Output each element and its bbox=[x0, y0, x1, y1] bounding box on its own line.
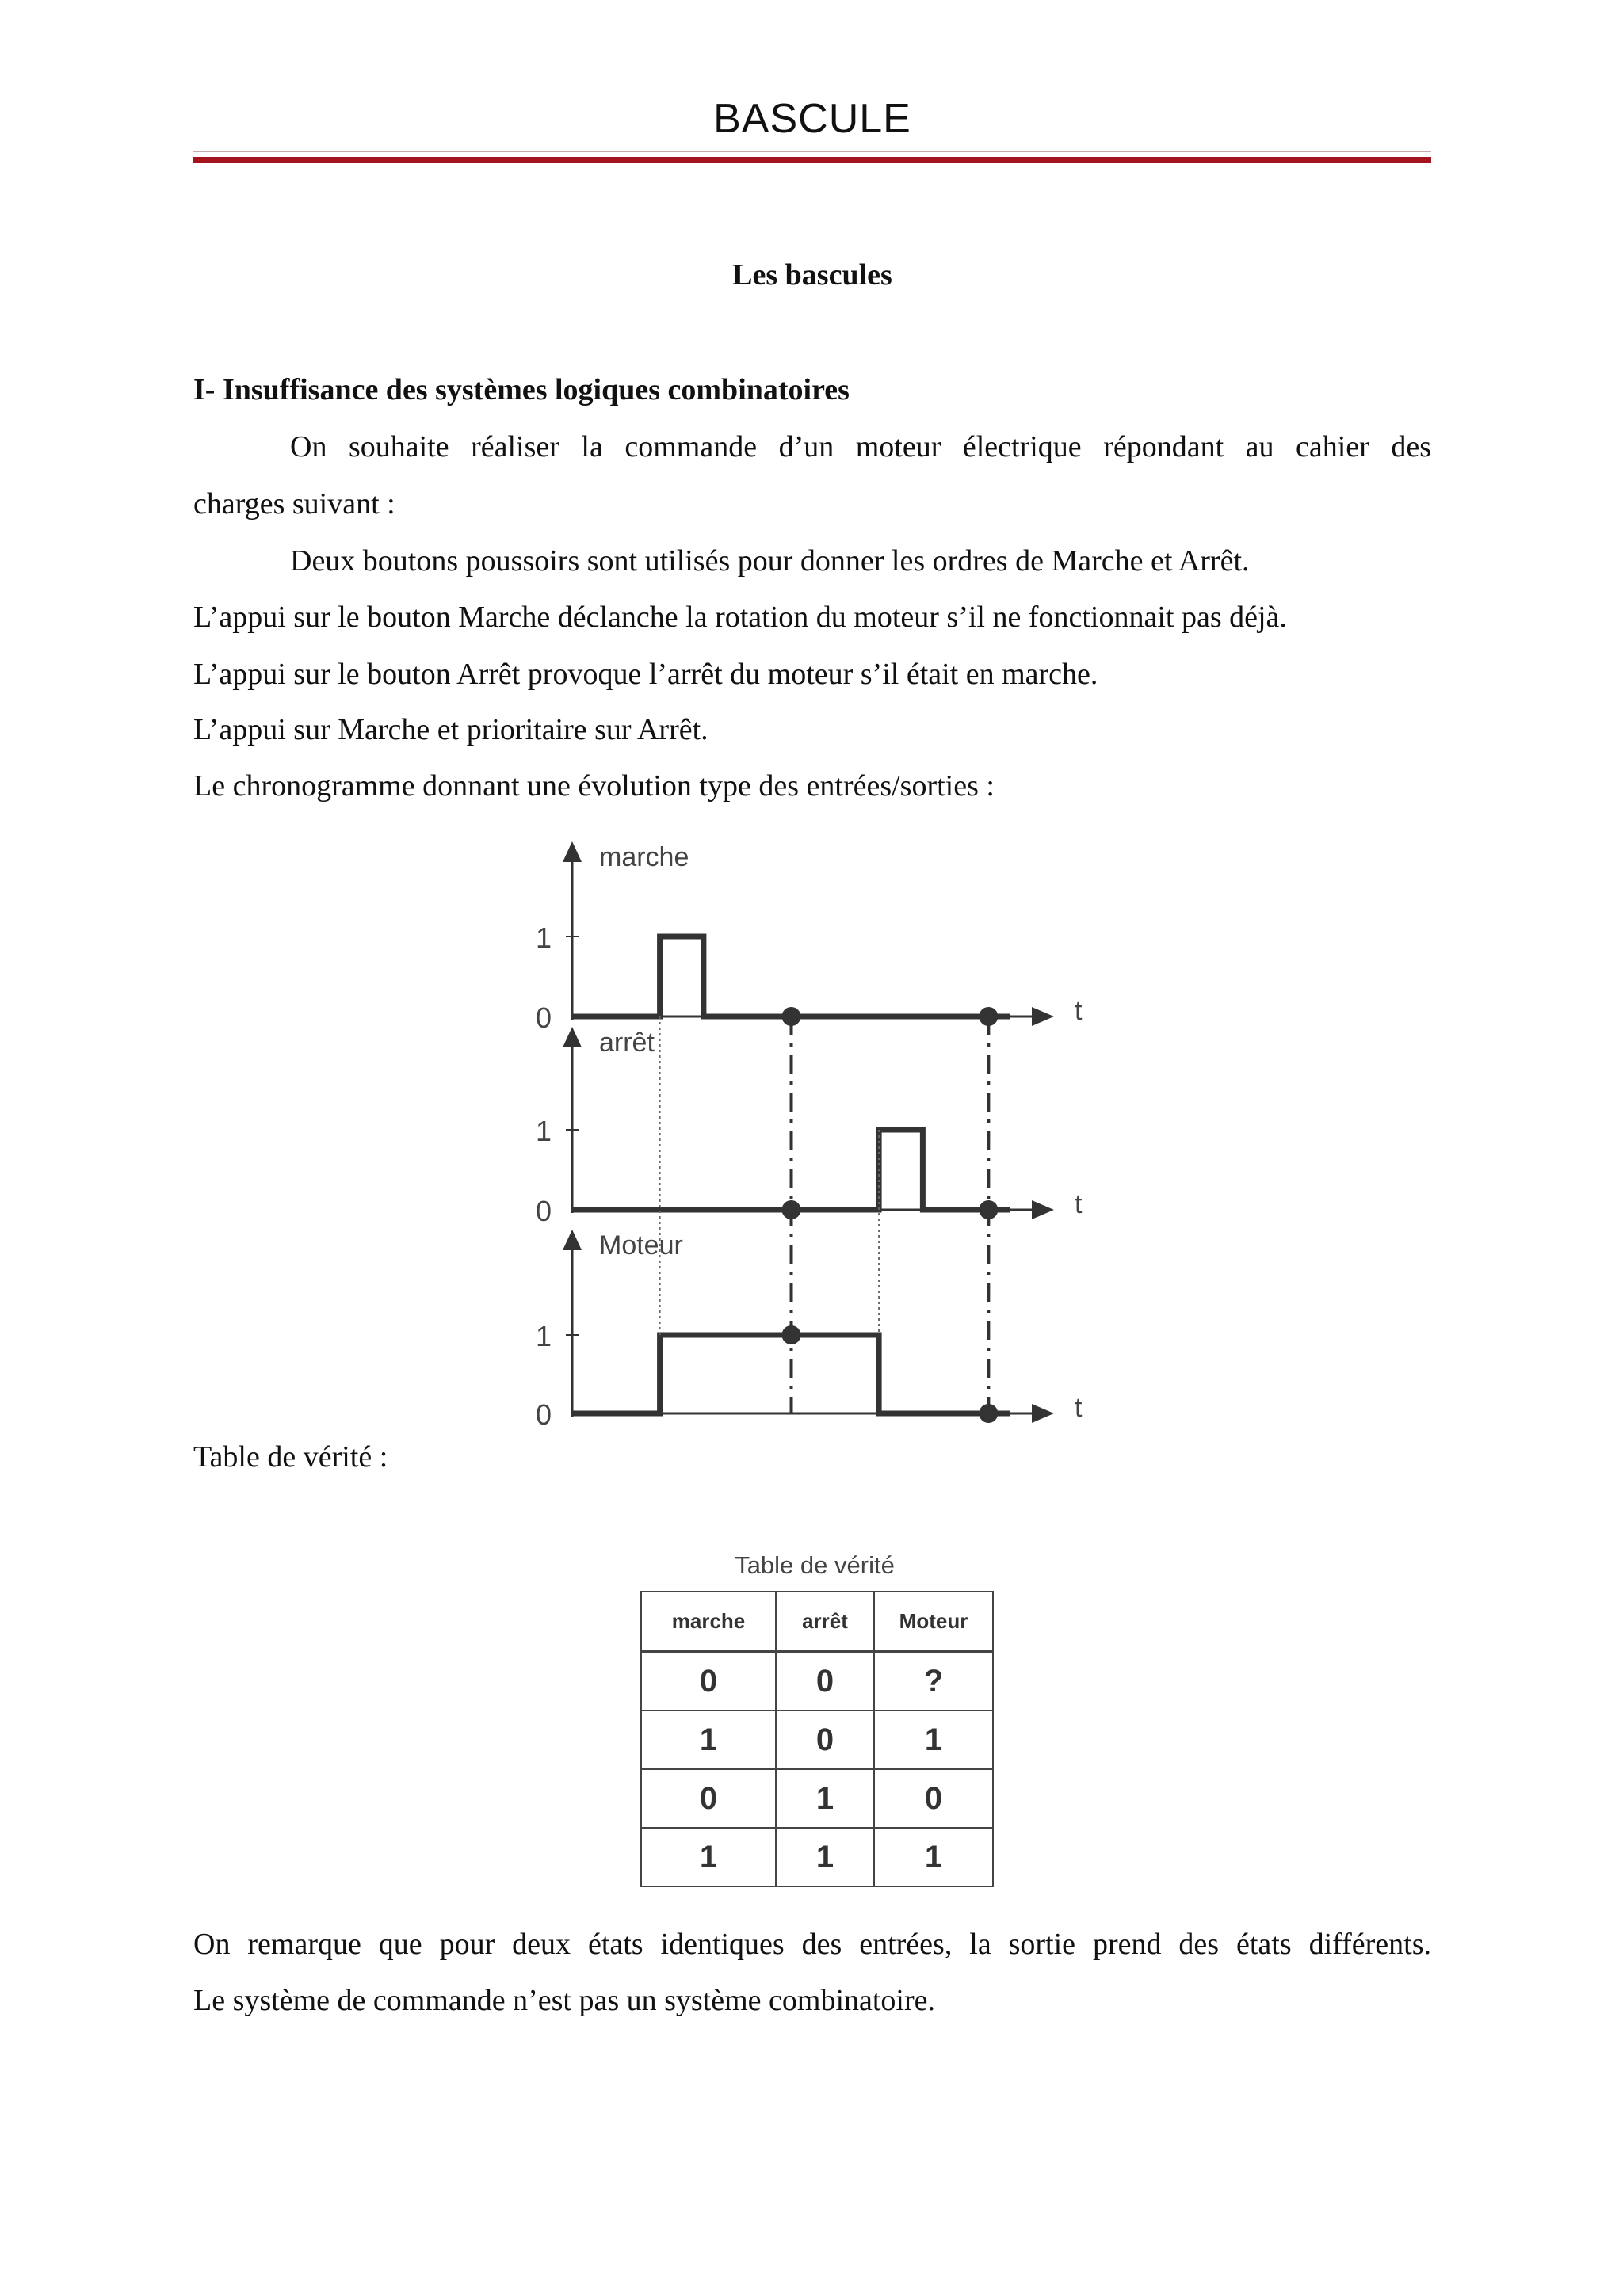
marker-dot bbox=[782, 1200, 801, 1219]
signal-waveform bbox=[572, 1335, 1010, 1413]
table-cell: 1 bbox=[776, 1828, 874, 1886]
conclusion-line-1: On remarque que pour deux états identiques des entrées, la sortie prend des états différents. bbox=[193, 1928, 1431, 1961]
paragraph-5: L’appui sur Marche et prioritaire sur Arrêt. bbox=[193, 713, 708, 746]
truth-table-caption: Table de vérité bbox=[735, 1551, 895, 1579]
table-row bbox=[641, 1651, 993, 1711]
section-title: Les bascules bbox=[732, 258, 892, 292]
signal-waveform bbox=[572, 936, 1010, 1016]
truth-table-intro: Table de vérité : bbox=[193, 1440, 388, 1474]
section-heading: I- Insuffisance des systèmes logiques combinatoires bbox=[193, 373, 850, 406]
marker-dot bbox=[782, 1007, 801, 1026]
table-cell: 0 bbox=[776, 1651, 874, 1711]
tick-label-0: 0 bbox=[535, 1001, 552, 1034]
paragraph-4: L’appui sur le bouton Arrêt provoque l’arrêt du moteur s’il était en marche. bbox=[193, 658, 1098, 691]
marker-dot bbox=[782, 1325, 801, 1344]
table-row bbox=[641, 1828, 993, 1886]
paragraph-1-line-2: charges suivant : bbox=[193, 487, 395, 521]
truth-table-header-arret: arrêt bbox=[776, 1592, 874, 1651]
table-cell: 0 bbox=[641, 1651, 776, 1711]
paragraph-1-line-1: On souhaite réaliser la commande d’un moteur électrique répondant au cahier des bbox=[290, 430, 1431, 463]
marker-dot bbox=[979, 1200, 998, 1219]
tick-label-1: 1 bbox=[535, 921, 552, 954]
y-axis-arrow-icon bbox=[563, 1027, 582, 1047]
y-axis-arrow-icon bbox=[563, 1230, 582, 1250]
x-axis-label: t bbox=[1075, 1393, 1083, 1423]
header-rule-thick bbox=[193, 157, 1431, 163]
truth-table-header-marche: marche bbox=[641, 1592, 776, 1651]
header-rule-thin bbox=[193, 151, 1431, 152]
x-axis-label: t bbox=[1075, 996, 1083, 1026]
paragraph-3: L’appui sur le bouton Marche déclanche la rotation du moteur s’il ne fonctionnait pas déjà. bbox=[193, 601, 1287, 634]
table-cell: ? bbox=[874, 1651, 993, 1711]
signal-label: arrêt bbox=[599, 1028, 655, 1058]
table-cell: 1 bbox=[641, 1828, 776, 1886]
signal-waveform bbox=[572, 1130, 1010, 1210]
table-cell: 0 bbox=[874, 1769, 993, 1828]
tick-label-1: 1 bbox=[535, 1320, 552, 1352]
signal-label: Moteur bbox=[599, 1230, 683, 1261]
tick-label-1: 1 bbox=[535, 1115, 552, 1147]
table-cell: 0 bbox=[776, 1711, 874, 1769]
conclusion-line-2: Le système de commande n’est pas un système combinatoire. bbox=[193, 1984, 936, 2017]
table-cell: 1 bbox=[776, 1769, 874, 1828]
table-row bbox=[641, 1769, 993, 1828]
paragraph-6: Le chronogramme donnant une évolution type des entrées/sorties : bbox=[193, 769, 995, 803]
x-axis-arrow-icon bbox=[1032, 1007, 1054, 1026]
tick-label-0: 0 bbox=[535, 1195, 552, 1227]
table-cell: 1 bbox=[874, 1711, 993, 1769]
marker-dot bbox=[979, 1007, 998, 1026]
table-row bbox=[641, 1711, 993, 1769]
x-axis-arrow-icon bbox=[1032, 1200, 1054, 1219]
signal-label: marche bbox=[599, 842, 689, 872]
y-axis-arrow-icon bbox=[563, 841, 582, 862]
tick-label-0: 0 bbox=[535, 1398, 552, 1431]
table-cell: 0 bbox=[641, 1769, 776, 1828]
paragraph-2: Deux boutons poussoirs sont utilisés pour donner les ordres de Marche et Arrêt. bbox=[290, 544, 1250, 578]
truth-table-header-moteur: Moteur bbox=[874, 1592, 993, 1651]
x-axis-arrow-icon bbox=[1032, 1404, 1054, 1423]
marker-dot bbox=[979, 1404, 998, 1423]
table-cell: 1 bbox=[874, 1828, 993, 1886]
table-cell: 1 bbox=[641, 1711, 776, 1769]
x-axis-label: t bbox=[1075, 1189, 1083, 1219]
truth-table-header-row bbox=[641, 1592, 993, 1651]
truth-table bbox=[640, 1591, 994, 1887]
page-header-title: BASCULE bbox=[713, 96, 911, 142]
